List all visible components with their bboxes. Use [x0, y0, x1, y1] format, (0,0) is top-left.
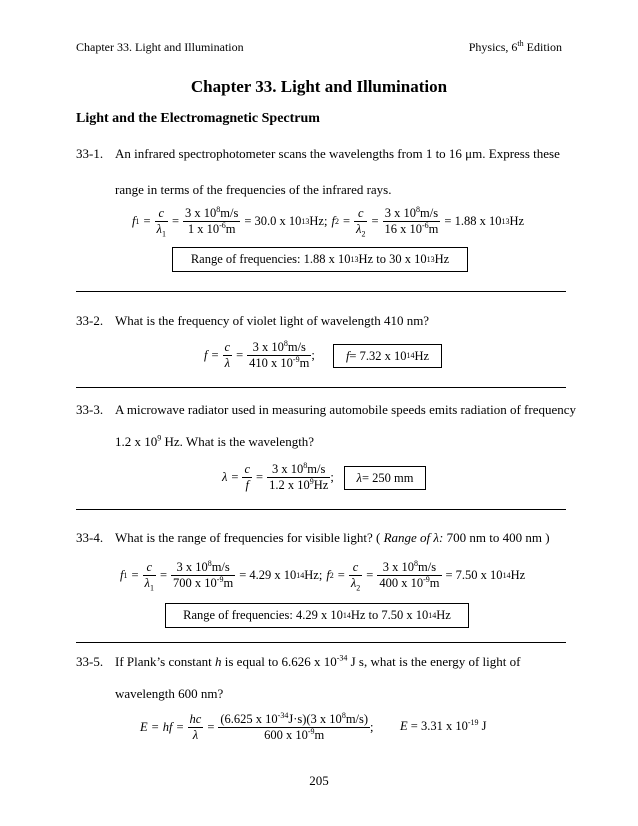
problem-text: What is the range of frequencies for visible light? ( Range of λ: 700 nm to 400 nm ) [115, 530, 550, 545]
divider [76, 642, 566, 643]
problem-number: 33-3. [76, 402, 104, 417]
section-heading: Light and the Electromagnetic Spectrum [76, 111, 320, 126]
divider [76, 509, 566, 510]
equation: E = hf = $\frac{hc}{\lambda}$ = $\frac{(6.625 x 10^{-34}J\cdot s)(3 x 10^8m/s)}{600 x 10^{-9}m}$ ; [140, 710, 374, 742]
answer-box: Range of frequencies: 4.29 x 10 14 Hz to 7.50 x 10 14 Hz [165, 603, 469, 628]
equation: f 1 = $\frac{c}{\lambda_1}$ = $\frac{3 x 10^8m/s}{1 x 10^{-6}m}$ = 30.0 x 10 13 Hz; f 2 = $\frac{c}{\lambda_2}$ = $\frac{3 x 10^8m/s}{16 x 10^{-6}m}$ = 1.88 x 10 13 Hz [132, 204, 525, 239]
equation: λ = $\frac{c}{f}$ = $\frac{3 x 10^8m/s}{1.2 x 10^9Hz}$ ; [222, 460, 334, 492]
problem-number: 33-1. [76, 146, 104, 161]
chapter-title: Chapter 33. Light and Illumination [190, 77, 448, 96]
problem-text: If Plank’s constant h is equal to 6.626 x $10^{-34}$ J s, what is the energy of light of [115, 653, 521, 669]
running-header-left: Chapter 33. Light and Illumination [76, 40, 244, 54]
problem-text: wavelength 600 nm? [115, 686, 224, 701]
problem-text: What is the frequency of violet light of wavelength 410 nm? [115, 313, 430, 328]
problem-text: A microwave radiator used in measuring automobile speeds emits radiation of frequency [115, 402, 576, 417]
problem-text: 1.2 x $10^9$ Hz. What is the wavelength? [115, 433, 315, 449]
problem-number: 33-4. [76, 530, 104, 545]
equation: f 1 = $\frac{c}{\lambda_1}$ = $\frac{3 x 10^8m/s}{700 x 10^{-9}m}$ = 4.29 x 10 14 Hz; f 2 = $\frac{c}{\lambda_2}$ = $\frac{3 x 10^8m/s}{400 x 10^{-9}m}$ = 7.50 x 10 14 Hz [120, 558, 526, 593]
problem-text: range in terms of the frequencies of the infrared rays. [115, 182, 392, 197]
divider [76, 387, 566, 388]
answer-text: E = 3.31 x $10^{-19}$ J [400, 717, 487, 733]
answer-box: Range of frequencies: 1.88 x 10 13 Hz to 30 x 10 13 Hz [172, 247, 468, 272]
answer-box: f = 7.32 x 10 14 Hz [333, 344, 442, 368]
divider [76, 291, 566, 292]
problem-number: 33-5. [76, 654, 104, 669]
page-number: 205 [309, 773, 329, 788]
answer-box: λ = 250 mm [344, 466, 426, 490]
problem-number: 33-2. [76, 313, 104, 328]
problem-text: An infrared spectrophotometer scans the wavelengths from 1 to 16 μm. Express these [115, 146, 560, 161]
running-header-right: Physics, 6th Edition [468, 39, 562, 54]
equation: f = $\frac{c}{\lambda}$ = $\frac{3 x 10^8m/s}{410 x 10^{-9}m}$ ; [204, 338, 315, 370]
